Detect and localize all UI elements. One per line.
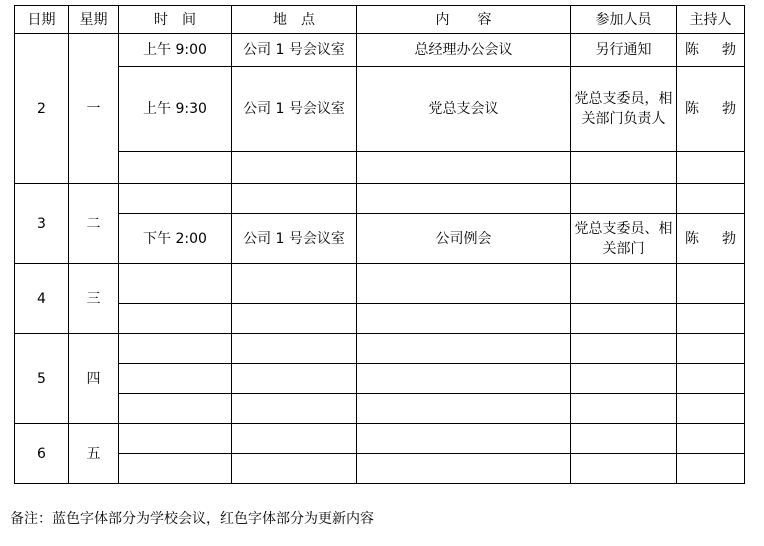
empty-cell xyxy=(232,264,357,304)
weekday-cell: 三 xyxy=(69,264,119,334)
empty-cell xyxy=(232,394,357,424)
weekday-cell: 二 xyxy=(69,184,119,264)
participants-cell: 党总支委员，相关部门负责人 xyxy=(571,67,677,152)
date-cell: 3 xyxy=(15,184,69,264)
empty-cell xyxy=(677,184,745,214)
meeting-schedule-table xyxy=(14,5,745,484)
empty-cell xyxy=(677,334,745,364)
empty-cell xyxy=(357,394,571,424)
empty-cell xyxy=(232,304,357,334)
location-cell: 公司 1 号会议室 xyxy=(232,214,357,264)
empty-cell xyxy=(677,152,745,184)
table-row xyxy=(15,34,745,67)
content-cell: 公司例会 xyxy=(357,214,571,264)
empty-cell xyxy=(119,264,232,304)
empty-cell xyxy=(357,304,571,334)
time-cell: 上午 9:30 xyxy=(119,67,232,152)
empty-cell xyxy=(119,334,232,364)
empty-cell xyxy=(677,364,745,394)
participants-cell: 另行通知 xyxy=(571,34,677,67)
empty-cell xyxy=(571,454,677,484)
header-time: 时 间 xyxy=(119,6,232,34)
table-row xyxy=(15,424,745,454)
location-cell: 公司 1 号会议室 xyxy=(232,34,357,67)
empty-cell xyxy=(119,394,232,424)
date-cell: 5 xyxy=(15,334,69,424)
empty-cell xyxy=(232,424,357,454)
header-date: 日期 xyxy=(15,6,69,34)
empty-cell xyxy=(357,264,571,304)
table-row xyxy=(15,67,745,152)
header-row xyxy=(15,6,745,34)
empty-cell xyxy=(357,454,571,484)
empty-cell xyxy=(571,184,677,214)
header-weekday: 星期 xyxy=(69,6,119,34)
table-row xyxy=(15,364,745,394)
time-cell: 下午 2:00 xyxy=(119,214,232,264)
empty-cell xyxy=(571,152,677,184)
empty-cell xyxy=(232,454,357,484)
empty-cell xyxy=(232,152,357,184)
weekday-cell: 四 xyxy=(69,334,119,424)
table-row xyxy=(15,214,745,264)
empty-cell xyxy=(119,424,232,454)
table-row xyxy=(15,454,745,484)
empty-cell xyxy=(232,334,357,364)
empty-cell xyxy=(571,334,677,364)
footnote: 备注：蓝色字体部分为学校会议，红色字体部分为更新内容 xyxy=(10,511,374,527)
empty-cell xyxy=(571,304,677,334)
content-cell: 党总支会议 xyxy=(357,67,571,152)
table-row xyxy=(15,184,745,214)
weekday-cell: 五 xyxy=(69,424,119,484)
table-row xyxy=(15,334,745,364)
date-cell: 4 xyxy=(15,264,69,334)
empty-cell xyxy=(677,264,745,304)
empty-cell xyxy=(357,184,571,214)
empty-cell xyxy=(119,364,232,394)
empty-cell xyxy=(677,424,745,454)
empty-cell xyxy=(119,152,232,184)
participants-cell: 党总支委员、相关部门 xyxy=(571,214,677,264)
empty-cell xyxy=(357,334,571,364)
table-row xyxy=(15,264,745,304)
time-cell: 上午 9:00 xyxy=(119,34,232,67)
date-cell: 6 xyxy=(15,424,69,484)
empty-cell xyxy=(119,454,232,484)
weekday-cell: 一 xyxy=(69,34,119,184)
header-participants: 参加人员 xyxy=(571,6,677,34)
table-row xyxy=(15,152,745,184)
empty-cell xyxy=(119,304,232,334)
empty-cell xyxy=(677,394,745,424)
empty-cell xyxy=(232,184,357,214)
empty-cell xyxy=(232,364,357,394)
table-row xyxy=(15,304,745,334)
header-content: 内 容 xyxy=(357,6,571,34)
empty-cell xyxy=(357,424,571,454)
content-cell: 总经理办公会议 xyxy=(357,34,571,67)
empty-cell xyxy=(119,184,232,214)
location-cell: 公司 1 号会议室 xyxy=(232,67,357,152)
table-row xyxy=(15,394,745,424)
empty-cell xyxy=(571,424,677,454)
empty-cell xyxy=(357,152,571,184)
header-host: 主持人 xyxy=(677,6,745,34)
empty-cell xyxy=(677,454,745,484)
empty-cell xyxy=(357,364,571,394)
date-cell: 2 xyxy=(15,34,69,184)
host-cell: 陈 勃 xyxy=(677,34,745,67)
empty-cell xyxy=(677,304,745,334)
empty-cell xyxy=(571,394,677,424)
header-location: 地 点 xyxy=(232,6,357,34)
host-cell: 陈 勃 xyxy=(677,67,745,152)
host-cell: 陈 勃 xyxy=(677,214,745,264)
empty-cell xyxy=(571,364,677,394)
empty-cell xyxy=(571,264,677,304)
